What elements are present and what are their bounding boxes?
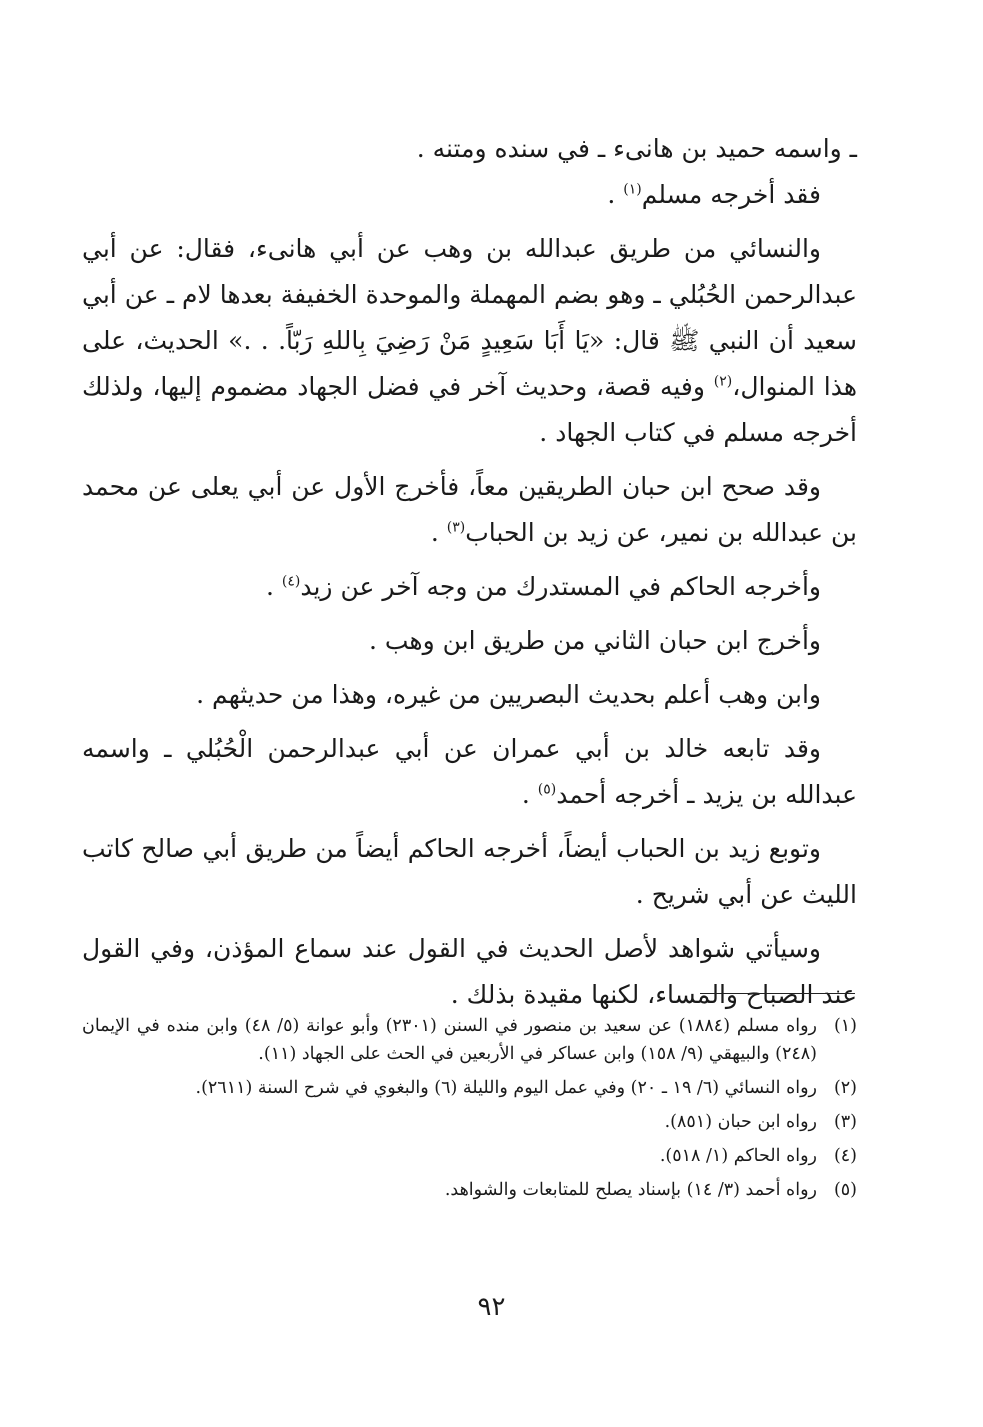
paragraph-10: وسيأتي شواهد لأصل الحديث في القول عند سماع المؤذن، وفي القول عند الصباح والمساء، لكنها مقيدة بذلك . (82, 934, 857, 1009)
paragraph-4-tail: . (430, 518, 447, 547)
footnote-ref-3: (٣) (446, 519, 466, 536)
footnote-number: (٤) (833, 1146, 857, 1166)
footnote-item (82, 1074, 857, 1102)
paragraph-5-text: وأخرجه الحاكم في المستدرك من وجه آخر عن زيد (300, 572, 821, 601)
paragraph-3-text-a: والنسائي من طريق عبدالله بن وهب عن أبي هانىء، فقال: عن أبي عبدالرحمن الحُبُلي ـ وهو بضم المهملة والموحدة الخفيفة بعدها لام ـ عن أبي سعيد أن النبي ﷺ قال: «يَا أَبَا سَعِيدٍ مَنْ رَضِيَ بِاللهِ رَبّاً. . .» الحديث، على هذا المنوال، (82, 234, 858, 401)
footnote-ref-2: (٢) (713, 373, 733, 390)
page-number: ٩٢ (477, 1292, 506, 1322)
paragraph-8-tail: . (521, 780, 538, 809)
footnote-number: (١) (833, 1016, 857, 1036)
paragraph-2 (82, 172, 857, 218)
paragraph-1: ـ واسمه حميد بن هانىء ـ في سنده ومتنه . (416, 134, 857, 163)
paragraph-4-text: وقد صحح ابن حبان الطريقين معاً، فأخرج الأول عن أبي يعلى عن محمد بن عبدالله بن نمير، عن زيد بن الحباب (82, 472, 857, 547)
paragraph-5 (82, 564, 857, 610)
footnote-text: رواه النسائي (٦/ ١٩ ـ ٢٠) وفي عمل اليوم والليلة (٦) والبغوي في شرح السنة (٢٦١١). (195, 1078, 817, 1098)
footnote-number: (٣) (833, 1112, 857, 1132)
paragraph-2-text: فقد أخرجه مسلم (641, 180, 821, 209)
footnotes (82, 1012, 857, 1210)
footnote-item (82, 1142, 857, 1170)
paragraph-3 (82, 226, 857, 456)
footnote-ref-4: (٤) (281, 573, 301, 590)
footnote-text: رواه أحمد (٣/ ١٤) بإسناد يصلح للمتابعات والشواهد. (444, 1180, 817, 1200)
footnote-number: (٥) (833, 1180, 857, 1200)
footnote-item (82, 1176, 857, 1204)
footnote-text: رواه الحاكم (١/ ٥١٨). (659, 1146, 817, 1166)
paragraph-8-text: وقد تابعه خالد بن أبي عمران عن أبي عبدالرحمن الْحُبُلي ـ واسمه عبدالله بن يزيد ـ أخرجه أحمد (82, 734, 857, 809)
footnote-ref-1: (١) (623, 181, 642, 198)
footnote-item (82, 1012, 857, 1068)
footnote-text: رواه مسلم (١٨٨٤) عن سعيد بن منصور في السنن (٢٣٠١) وأبو عوانة (٥/ ٤٨) وابن منده في الإيمان (٢٤٨) والبيهقي (٩/ ١٥٨) وابن عساكر في الأربعين في الحث على الجهاد (١١). (82, 1016, 817, 1064)
paragraph-7: وابن وهب أعلم بحديث البصريين من غيره، وهذا من حديثهم . (196, 680, 821, 709)
footnote-separator (700, 993, 855, 994)
paragraph-9: وتوبع زيد بن الحباب أيضاً، أخرجه الحاكم أيضاً من طريق أبي صالح كاتب الليث عن أبي شريح . (82, 834, 857, 909)
paragraph-4 (82, 464, 857, 556)
paragraph-8 (82, 726, 857, 818)
paragraph-3-text-b: وفيه قصة، وحديث آخر في فضل الجهاد مضموم إليها، ولذلك أخرجه مسلم في كتاب الجهاد . (82, 372, 857, 447)
main-text (82, 126, 857, 1018)
footnote-ref-5: (٥) (537, 781, 557, 798)
paragraph-5-tail: . (265, 572, 282, 601)
footnote-number: (٢) (833, 1078, 857, 1098)
footnote-item (82, 1108, 857, 1136)
paragraph-6: وأخرج ابن حبان الثاني من طريق ابن وهب . (368, 626, 821, 655)
footnote-text: رواه ابن حبان (٨٥١). (664, 1112, 817, 1132)
paragraph-2-tail: . (607, 180, 624, 209)
